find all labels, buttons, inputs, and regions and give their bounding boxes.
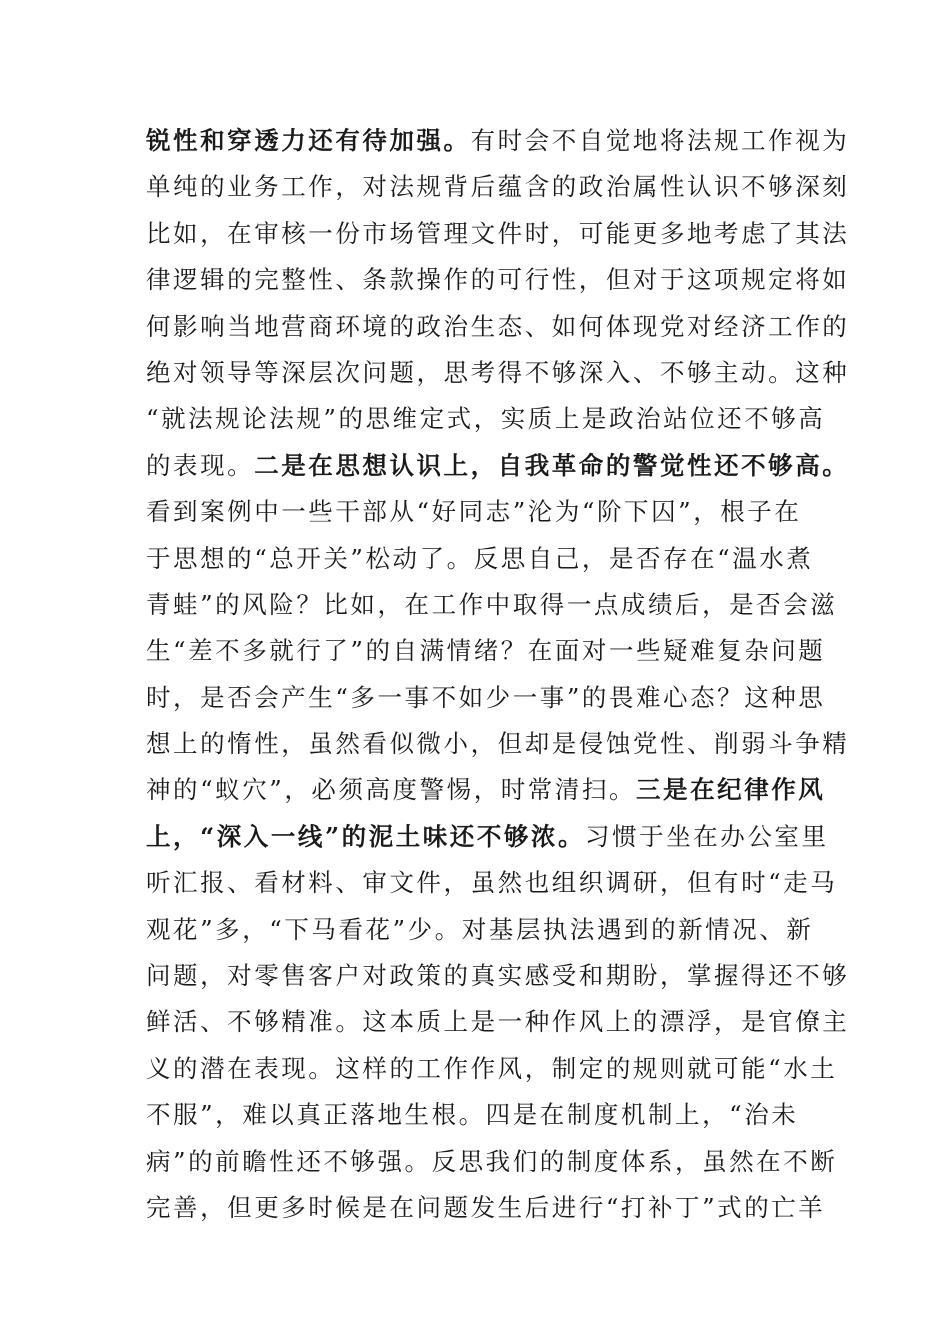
text-line (146, 396, 826, 442)
text-line (146, 118, 850, 164)
bold-text-segment: 锐性和穿透力还有待加强。 (146, 126, 471, 155)
text-line (146, 489, 816, 535)
text-segment: 有时会不自觉地将法规工作视为 (470, 126, 850, 155)
text-segment: 神的“蚁穴”，必须高度警惕，时常清扫。 (146, 775, 636, 805)
text-line (146, 304, 850, 350)
text-line (146, 257, 850, 303)
text-segment: 单纯的业务工作，对法规背后蕴含的政治属性认识不够深刻 (146, 172, 850, 202)
text-line (146, 582, 838, 628)
text-line (146, 628, 826, 674)
bold-text-segment: 三是在纪律作风 (636, 775, 826, 805)
text-line (146, 721, 850, 767)
text-line (146, 907, 816, 953)
text-line (146, 1185, 826, 1231)
text-line (146, 536, 816, 582)
text-segment: 想上的惰性，虽然看似微小，但却是侵蚀党性、削弱斗争精 (146, 729, 850, 759)
text-segment: 生“差不多就行了”的自满情绪？在面对一些疑难复杂问题 (146, 636, 826, 666)
text-segment: 病”的前瞻性还不够强。反思我们的制度体系，虽然在不断 (146, 1146, 838, 1176)
text-line (146, 767, 826, 813)
text-segment: 绝对领导等深层次问题，思考得不够深入、不够主动。这种 (146, 357, 850, 387)
bold-text-segment: 二是在思想认识上，自我革命的警觉性还不够高。 (254, 450, 850, 480)
bold-text-segment: 上，“深入一线”的泥土味还不够浓。 (146, 821, 586, 851)
text-line (146, 860, 838, 906)
text-segment: “就法规论法规”的思维定式，实质上是政治站位还不够高 (146, 404, 826, 434)
text-line (146, 1139, 838, 1185)
text-segment: 不服”，难以真正落地生根。四是在制度机制上，“治未 (146, 1100, 799, 1130)
text-segment: 的表现。 (146, 450, 255, 480)
text-line (146, 350, 850, 396)
text-line (146, 953, 850, 999)
text-segment: 何影响当地营商环境的政治生态、如何体现党对经济工作的 (146, 311, 850, 341)
text-line (146, 814, 829, 860)
text-line (146, 1092, 816, 1138)
text-line (146, 211, 850, 257)
text-segment: 比如，在审核一份市场管理文件时，可能更多地考虑了其法 (146, 218, 850, 248)
text-line (146, 164, 850, 210)
text-segment: 听汇报、看材料、审文件，虽然也组织调研，但有时“走马 (146, 868, 838, 898)
text-segment: 青蛙”的风险？比如，在工作中取得一点成绩后，是否会滋 (146, 589, 838, 619)
text-segment: 律逻辑的完整性、条款操作的可行性，但对于这项规定将如 (146, 265, 850, 295)
text-segment: 习惯于坐在办公室里 (585, 821, 829, 851)
body-text (146, 118, 850, 1231)
text-line (146, 443, 850, 489)
text-segment: 观花”多，“下马看花”少。对基层执法遇到的新情况、新 (146, 914, 814, 944)
text-segment: 义的潜在表现。这样的工作作风，制定的规则就可能“水土 (146, 1053, 838, 1083)
text-line (146, 675, 826, 721)
text-segment: 完善，但更多时候是在问题发生后进行“打补丁”式的亡羊 (146, 1192, 826, 1222)
text-segment: 问题，对零售客户对政策的真实感受和期盼，掌握得还不够 (146, 961, 850, 991)
text-segment: 于思想的“总开关”松动了。反思自己，是否存在“温水煮 (146, 543, 814, 573)
text-segment: 鲜活、不够精准。这本质上是一种作风上的漂浮，是官僚主 (146, 1007, 850, 1037)
text-line (146, 1046, 838, 1092)
text-line (146, 999, 850, 1045)
text-segment: 看到案例中一些干部从“好同志”沦为“阶下囚”，根子在 (146, 497, 802, 527)
text-segment: 时，是否会产生“多一事不如少一事”的畏难心态？这种思 (146, 682, 826, 712)
